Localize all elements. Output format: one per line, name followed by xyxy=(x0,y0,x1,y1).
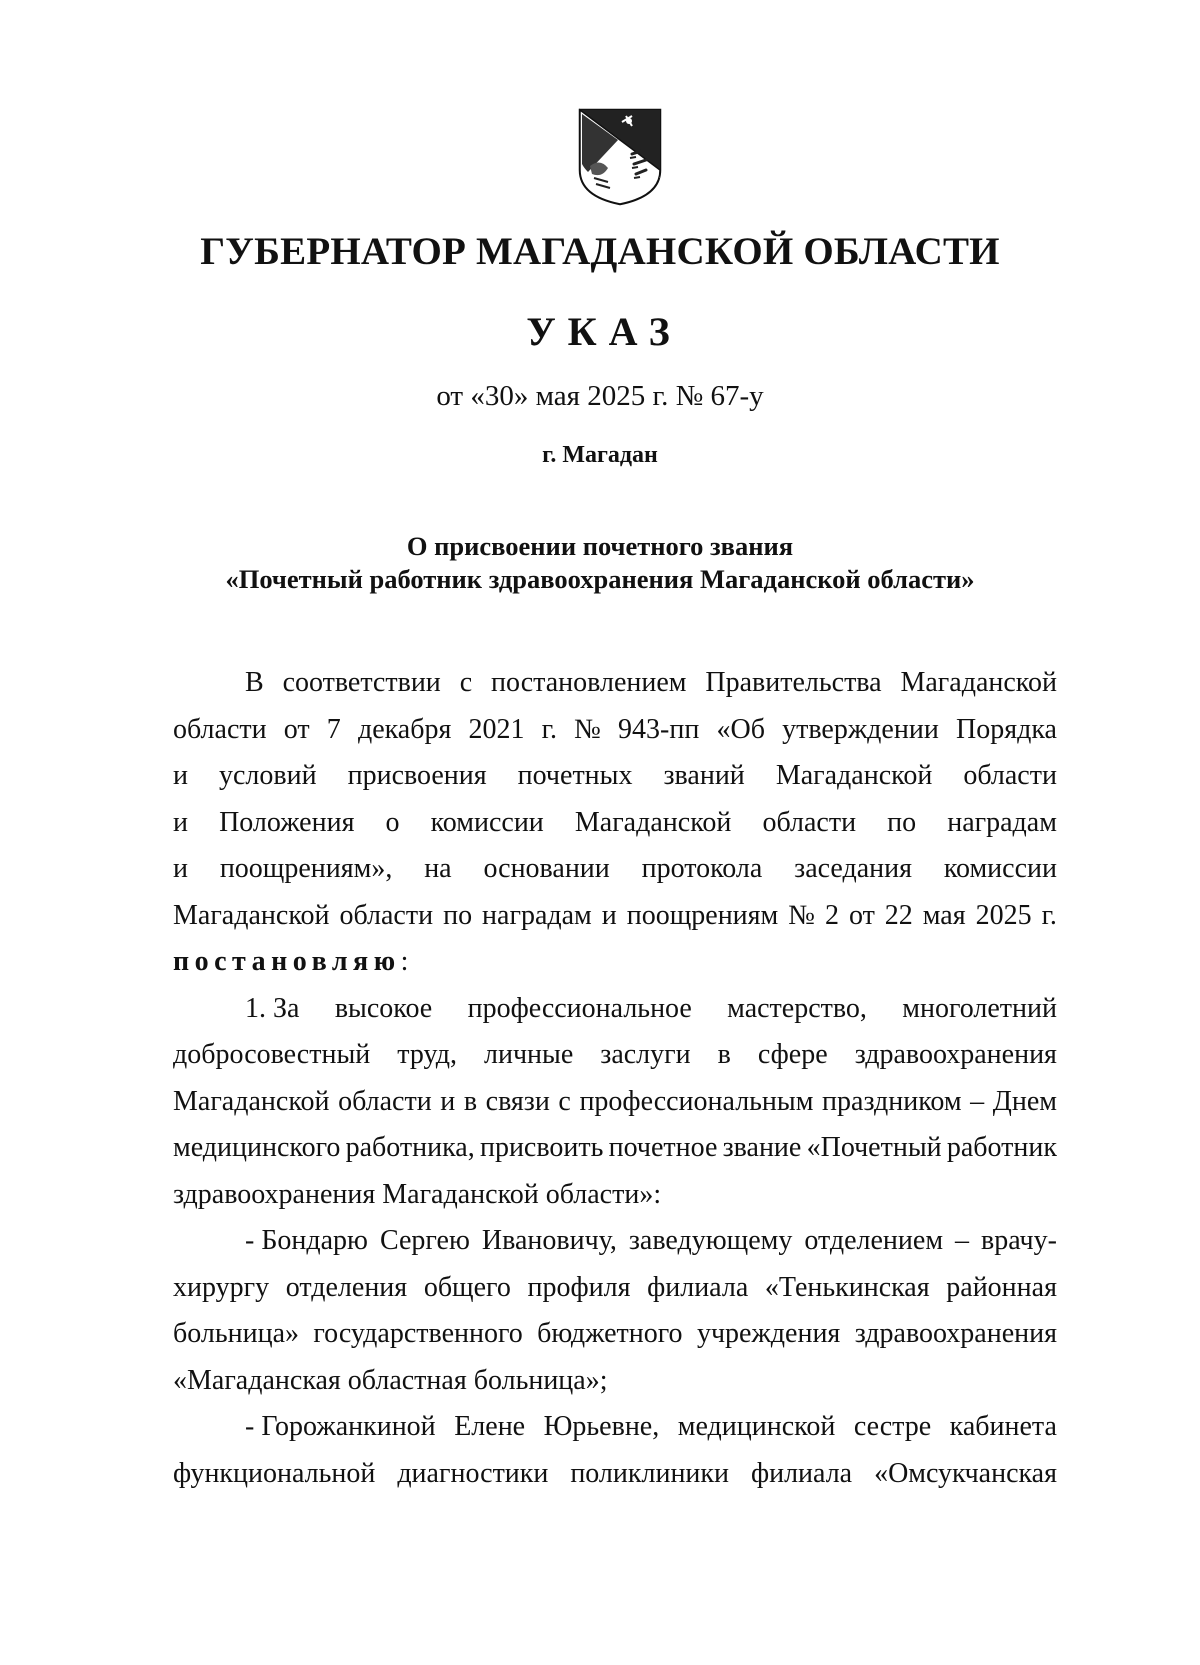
resolve-word: постановляю xyxy=(173,946,401,977)
word: комиссии xyxy=(943,853,1057,884)
resolve-colon: : xyxy=(400,946,409,977)
word: от xyxy=(283,713,310,745)
word: в xyxy=(463,1085,478,1117)
word: связи xyxy=(485,1085,550,1117)
word: Правительства xyxy=(705,667,882,698)
word: и xyxy=(173,853,188,884)
word: - Бондарю xyxy=(245,1225,368,1256)
word: Елене xyxy=(454,1411,526,1442)
word: Юрьевне, xyxy=(543,1411,660,1442)
text-line xyxy=(173,939,1057,986)
paragraph-awardee-2 xyxy=(173,1404,1057,1497)
word: по xyxy=(443,899,473,931)
word: Ивановичу, xyxy=(481,1225,617,1256)
word: «Почетный xyxy=(806,1132,942,1163)
word: звание xyxy=(722,1132,802,1163)
word: о xyxy=(385,806,400,838)
word: и xyxy=(440,1085,456,1117)
word: В xyxy=(245,667,264,698)
word: труд, xyxy=(397,1039,457,1070)
paragraph-preamble xyxy=(173,660,1057,986)
word: Сергею xyxy=(379,1225,470,1256)
word: наградам xyxy=(482,899,592,931)
word: работника, xyxy=(345,1132,475,1163)
word: почетных xyxy=(517,760,633,791)
text-line xyxy=(173,1265,1057,1312)
word: мая xyxy=(922,899,966,931)
word: присвоения xyxy=(347,760,487,791)
word: – xyxy=(955,1225,970,1256)
word: отделения xyxy=(285,1271,408,1303)
word: бюджетного xyxy=(537,1318,683,1349)
word: и xyxy=(173,806,188,838)
word: профессиональным xyxy=(579,1085,814,1117)
text-line xyxy=(173,1404,1057,1451)
word: области xyxy=(338,1085,432,1117)
word: Магаданской xyxy=(173,1085,330,1117)
word: области xyxy=(173,713,267,745)
word: 7 xyxy=(326,713,341,745)
document-date-number: от «30» мая 2025 г. № 67-у xyxy=(436,380,764,412)
word: работник xyxy=(946,1132,1057,1163)
document-city: г. Магадан xyxy=(542,442,658,468)
word: добросовестный xyxy=(173,1039,371,1070)
text-line xyxy=(173,1451,1057,1498)
word: медицинского xyxy=(173,1132,341,1163)
word: и xyxy=(173,760,188,791)
word: 2 xyxy=(824,899,839,931)
word: Положения xyxy=(219,806,355,838)
word: основании xyxy=(483,853,610,884)
word: «Омсукчанская xyxy=(874,1457,1057,1489)
subject-line: «Почетный работник здравоохранения Магаданской области» xyxy=(225,564,975,594)
word: наградам xyxy=(947,806,1057,838)
text-line xyxy=(173,800,1057,847)
text-line xyxy=(173,753,1057,800)
word: поликлиники xyxy=(570,1457,730,1489)
word: г. xyxy=(1041,899,1057,931)
word: № xyxy=(574,713,601,745)
word: врачу- xyxy=(981,1225,1057,1256)
text-line xyxy=(173,1125,1057,1172)
word: мастерство, xyxy=(727,992,867,1024)
word: по xyxy=(887,806,917,838)
word: постановлением xyxy=(491,667,687,698)
word: заседания xyxy=(794,853,912,884)
word: 943-пп xyxy=(618,713,700,745)
word: профиля xyxy=(527,1271,631,1303)
document-type: УКАЗ xyxy=(526,309,682,354)
word: декабря xyxy=(357,713,452,745)
word: - Горожанкиной xyxy=(245,1411,436,1442)
word: поощрениям xyxy=(626,899,779,931)
word: хирургу xyxy=(173,1271,270,1303)
word: кабинета xyxy=(949,1411,1057,1442)
coat-of-arms-emblem xyxy=(578,108,662,206)
word: Порядка xyxy=(955,713,1057,745)
word: профессиональное xyxy=(467,992,692,1024)
word: условий xyxy=(219,760,317,791)
word: почетное xyxy=(608,1132,718,1163)
text-line xyxy=(173,846,1057,893)
word: Магаданской xyxy=(173,899,330,931)
word: № xyxy=(788,899,815,931)
word: сфере xyxy=(757,1039,828,1070)
word: заведующему xyxy=(628,1225,793,1256)
word: присвоить xyxy=(479,1132,604,1163)
word: званий xyxy=(663,760,745,791)
word: с xyxy=(558,1085,571,1117)
word: государственного xyxy=(313,1318,523,1349)
text-line xyxy=(173,707,1057,754)
word: 1. За xyxy=(245,992,300,1024)
word: личные xyxy=(483,1039,574,1070)
document-body xyxy=(173,660,1057,1497)
word: высокое xyxy=(334,992,433,1024)
word: Днем xyxy=(992,1085,1057,1117)
word: здравоохранения xyxy=(854,1318,1057,1349)
word: с xyxy=(459,667,473,698)
word: сестре xyxy=(853,1411,932,1442)
word: заслуги xyxy=(600,1039,691,1070)
word: и xyxy=(601,899,617,931)
word: в xyxy=(717,1039,731,1070)
word: соответствии xyxy=(282,667,441,698)
word: области xyxy=(339,899,434,931)
text-line xyxy=(173,893,1057,940)
word: больница» xyxy=(173,1318,299,1349)
word: протокола xyxy=(641,853,763,884)
paragraph-item-1 xyxy=(173,986,1057,1219)
word: на xyxy=(424,853,452,884)
word: учреждения xyxy=(696,1318,841,1349)
text-line xyxy=(173,1218,1057,1265)
word: утверждении xyxy=(782,713,939,745)
text-line: «Магаданская областная больница»; xyxy=(173,1364,608,1396)
word: здравоохранения xyxy=(854,1039,1057,1070)
word: филиала xyxy=(750,1457,853,1489)
word: диагностики xyxy=(397,1457,549,1489)
text-line xyxy=(173,986,1057,1033)
word: «Об xyxy=(716,713,765,745)
word: многолетний xyxy=(902,992,1057,1024)
issuer-title: ГУБЕРНАТОР МАГАДАНСКОЙ ОБЛАСТИ xyxy=(200,230,1000,273)
word: г. xyxy=(541,713,557,745)
word: Магаданской xyxy=(900,667,1057,698)
word: районная xyxy=(946,1271,1057,1303)
text-line: здравоохранения Магаданской области»: xyxy=(173,1178,662,1210)
word: 22 xyxy=(884,899,913,931)
paragraph-awardee-1 xyxy=(173,1218,1057,1404)
word: области xyxy=(963,760,1057,791)
document-subject xyxy=(0,530,1200,596)
word: «Тенькинская xyxy=(764,1271,930,1303)
word: 2025 xyxy=(975,899,1032,931)
text-line xyxy=(173,660,1057,707)
word: 2021 xyxy=(468,713,525,745)
word: филиала xyxy=(647,1271,749,1303)
word: отделением xyxy=(804,1225,944,1256)
word: комиссии xyxy=(430,806,544,838)
word: – xyxy=(970,1085,985,1117)
text-line xyxy=(173,1079,1057,1126)
subject-line: О присвоении почетного звания xyxy=(406,531,794,561)
word: поощрениям», xyxy=(219,853,393,884)
word: общего xyxy=(423,1271,511,1303)
word: от xyxy=(848,899,875,931)
word: Магаданской xyxy=(574,806,732,838)
word: медицинской xyxy=(677,1411,836,1442)
word: праздником xyxy=(822,1085,962,1117)
text-line xyxy=(173,1032,1057,1079)
word: Магаданской xyxy=(775,760,933,791)
word: области xyxy=(762,806,857,838)
word: функциональной xyxy=(173,1457,376,1489)
text-line xyxy=(173,1311,1057,1358)
